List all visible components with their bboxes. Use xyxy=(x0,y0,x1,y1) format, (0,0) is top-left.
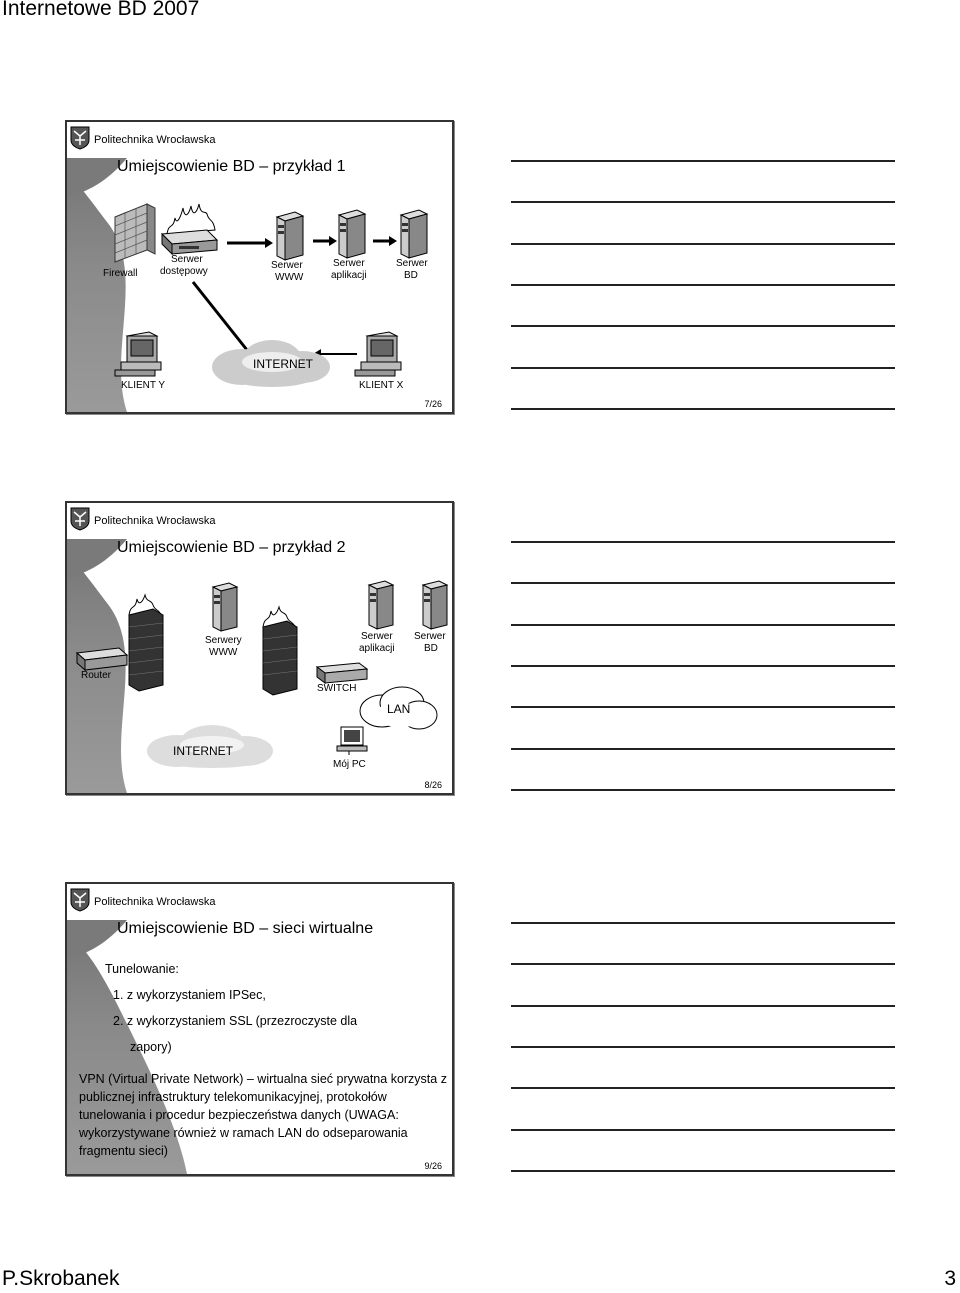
app-label-1: Serwer xyxy=(361,631,393,642)
slide-3 xyxy=(65,882,454,1176)
www-label-1: Serwer xyxy=(271,260,303,271)
internet-label: INTERNET xyxy=(173,744,233,758)
slide-number: 8/26 xyxy=(424,780,442,790)
university-name: Politechnika Wrocławska xyxy=(94,515,216,527)
notes-line xyxy=(511,706,895,708)
notes-line xyxy=(511,367,895,369)
slide-title: Umiejscowienie BD – przykład 2 xyxy=(117,539,346,556)
internet-label: INTERNET xyxy=(253,357,313,371)
list-item-2: 2. z wykorzystaniem SSL (przezroczyste dla xyxy=(113,1014,358,1028)
notes-line xyxy=(511,665,895,667)
my-pc-icon xyxy=(337,727,367,755)
www-label-2: WWW xyxy=(209,647,238,658)
access-server-icon xyxy=(162,204,217,254)
switch-icon xyxy=(317,663,367,683)
db-server-icon xyxy=(401,210,427,258)
notes-line xyxy=(511,1170,895,1172)
notes-line xyxy=(511,201,895,203)
notes-line xyxy=(511,325,895,327)
app-label-2: aplikacji xyxy=(331,270,367,281)
notes-line xyxy=(511,284,895,286)
app-server-icon xyxy=(369,581,393,629)
page-header: Internetowe BD 2007 xyxy=(2,0,200,20)
university-logo-icon xyxy=(70,888,90,912)
client-x-label: KLIENT X xyxy=(359,380,404,391)
tunneling-label: Tunelowanie: xyxy=(105,962,179,976)
notes-line xyxy=(511,243,895,245)
firewall-label: Firewall xyxy=(103,268,138,279)
client-x-computer-icon xyxy=(355,332,401,376)
db-server-icon xyxy=(423,581,447,629)
list-item-2-continuation: zapory) xyxy=(130,1040,172,1054)
footer-page-number: 3 xyxy=(944,1267,956,1290)
vpn-paragraph: VPN (Virtual Private Network) – wirtualna sieć prywatna korzysta z publicznej infrastruktury telekomunikacyjnej, protokołów tunelowania i procedur bezpieczeństwa danych (UWAGA: wykorzystywane również w ramach LAN do odseparowania fragmentu sieci) xyxy=(79,1072,447,1158)
switch-label: SWITCH xyxy=(317,683,357,694)
access-server-label-1: Serwer xyxy=(171,254,203,265)
slide-number: 7/26 xyxy=(424,399,442,409)
notes-line xyxy=(511,922,895,924)
slide-1 xyxy=(65,120,454,414)
notes-line xyxy=(511,1046,895,1048)
firewall-icon xyxy=(263,607,297,695)
notes-line xyxy=(511,541,895,543)
network-diagram-2 xyxy=(67,503,452,793)
network-diagram-1 xyxy=(67,122,452,412)
www-server-icon xyxy=(277,212,303,260)
db-label-2: BD xyxy=(404,270,418,281)
www-server-icon xyxy=(213,583,237,631)
app-label-1: Serwer xyxy=(333,258,365,269)
slide-title: Umiejscowienie BD – sieci wirtualne xyxy=(117,920,374,937)
slide-title: Umiejscowienie BD – przykład 1 xyxy=(117,158,346,175)
www-label-2: WWW xyxy=(275,272,304,283)
my-pc-label: Mój PC xyxy=(333,759,366,770)
client-y-computer-icon xyxy=(115,332,161,376)
arrow-icon xyxy=(227,238,273,248)
db-label-1: Serwer xyxy=(396,258,428,269)
www-label-1: Serwery xyxy=(205,635,242,646)
notes-line xyxy=(511,1087,895,1089)
notes-line xyxy=(511,789,895,791)
arrow-icon xyxy=(313,236,337,246)
notes-line xyxy=(511,748,895,750)
app-server-icon xyxy=(339,210,365,258)
footer-author: P.Skrobanek xyxy=(2,1267,120,1290)
notes-line xyxy=(511,582,895,584)
slide-number: 9/26 xyxy=(424,1161,442,1171)
header-bar xyxy=(67,884,452,920)
list-item-1: 1. z wykorzystaniem IPSec, xyxy=(113,988,266,1002)
router-icon xyxy=(77,648,127,670)
app-label-2: aplikacji xyxy=(359,643,395,654)
router-label: Router xyxy=(81,670,112,681)
slide-2 xyxy=(65,501,454,795)
db-label-2: BD xyxy=(424,643,438,654)
notes-line xyxy=(511,1005,895,1007)
connection-line xyxy=(193,282,247,350)
notes-line xyxy=(511,408,895,410)
notes-line xyxy=(511,624,895,626)
university-name: Politechnika Wrocławska xyxy=(94,896,216,908)
firewall-icon xyxy=(129,595,163,691)
lan-label: LAN xyxy=(387,702,411,716)
notes-line xyxy=(511,1129,895,1131)
arrow-icon xyxy=(373,236,397,246)
client-y-label: KLIENT Y xyxy=(121,380,166,391)
db-label-1: Serwer xyxy=(414,631,446,642)
notes-line xyxy=(511,160,895,162)
access-server-label-2: dostępowy xyxy=(160,266,208,277)
university-name: Politechnika Wrocławska xyxy=(94,134,216,146)
notes-line xyxy=(511,963,895,965)
firewall-icon xyxy=(115,204,155,262)
